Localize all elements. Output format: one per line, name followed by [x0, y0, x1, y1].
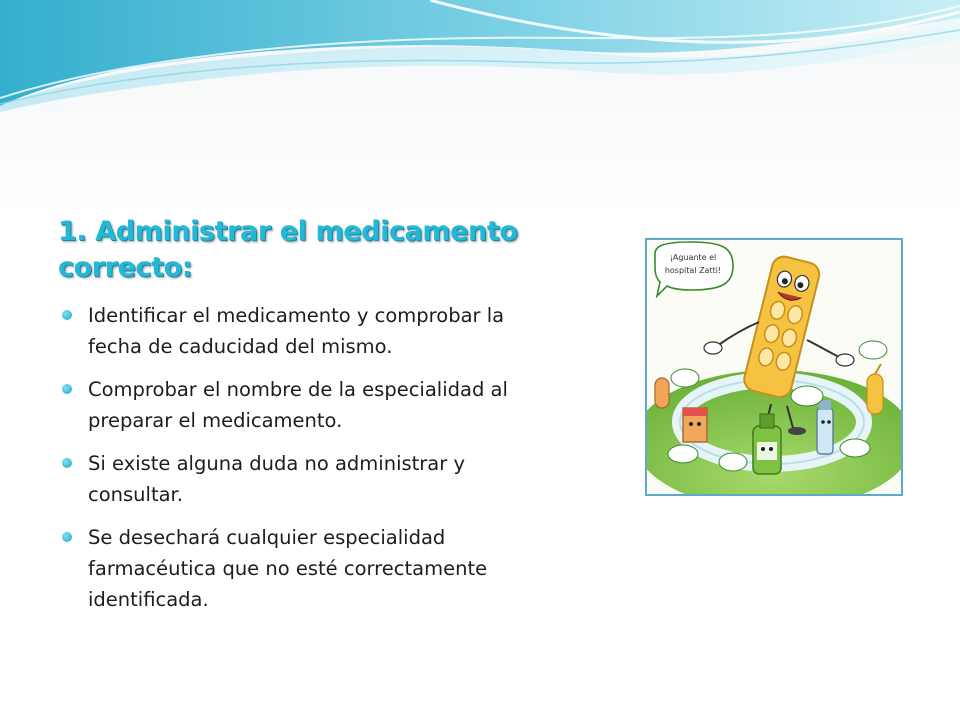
bullet-text: Comprobar el nombre de la especialidad al preparar el medicamento.	[88, 378, 508, 432]
bullet-text: Se desechará cualquier especialidad farmacéutica que no esté correctamente identificada.	[88, 526, 488, 611]
cartoon-medicines-illustration	[647, 240, 901, 494]
bullet-item	[62, 522, 562, 615]
bullet-text: Si existe alguna duda no administrar y consultar.	[88, 452, 466, 506]
bullet-icon	[62, 384, 72, 394]
pill-character-left	[655, 378, 669, 408]
box-character	[683, 408, 707, 442]
bullet-icon	[62, 458, 72, 468]
tube-character	[817, 400, 833, 454]
svg-text:¡Aguante el: ¡Aguante el	[669, 253, 717, 262]
bullet-item	[62, 300, 562, 362]
bullet-text: Identificar el medicamento y comprobar la fecha de caducidad del mismo.	[88, 304, 505, 358]
bullet-item	[62, 374, 562, 436]
bullet-icon	[62, 310, 72, 320]
medicine-cartoon-image	[645, 238, 903, 496]
slide-title: 1. Administrar el medicamento correcto:	[58, 216, 518, 283]
header-wave-decoration	[0, 0, 960, 130]
bullet-icon	[62, 532, 72, 542]
bullet-list	[62, 300, 562, 627]
svg-text:hospital Zatti!: hospital Zatti!	[664, 266, 722, 275]
bullet-item	[62, 448, 562, 510]
